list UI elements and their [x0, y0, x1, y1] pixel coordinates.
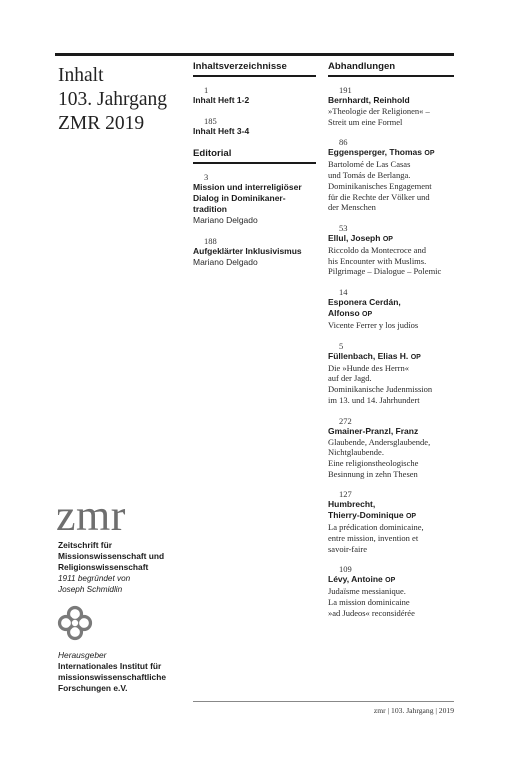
article-title-line: La mission dominicaine: [328, 597, 410, 608]
order-suffix: OP: [405, 513, 417, 521]
article-title-line: für die Rechte der Völker und: [328, 191, 430, 202]
order-suffix: OP: [385, 577, 396, 585]
journal-name-line: Religionswissenschaft: [58, 562, 149, 572]
publisher-name-line: Forschungen e.V.: [58, 683, 128, 693]
page-number: 1: [204, 85, 209, 95]
article-author: [328, 308, 454, 320]
page-number: 188: [204, 235, 217, 246]
institute-knot-icon: [56, 604, 94, 642]
founded-line: Joseph Schmidlin: [58, 584, 123, 594]
page-number: 3: [204, 172, 209, 182]
article-title-line: Streit um eine Formel: [328, 116, 403, 127]
article-title-line: Vicente Ferrer y los judíos: [328, 320, 419, 331]
page-footer: zmr | 103. Jahrgang | 2019: [373, 706, 454, 715]
zmr-logo: zmr: [56, 491, 126, 540]
article-title-line: Judaïsme messianique.: [328, 586, 406, 597]
article-entry[interactable]: [328, 137, 454, 213]
article-title-line: La prédication dominicaine,: [328, 522, 424, 533]
article-author: [328, 233, 454, 245]
article-author: Esponera Cerdán,: [328, 297, 401, 308]
toc-entry[interactable]: [193, 85, 316, 106]
toc-entry[interactable]: [193, 236, 316, 268]
page-number: 86: [339, 137, 348, 148]
author-name: Ellul, Joseph: [328, 232, 381, 243]
article-title-line: Glaubende, Andersglaubende,: [328, 436, 431, 447]
page-number: 109: [339, 564, 352, 575]
author-name: Lévy, Antoine: [328, 574, 383, 585]
article-title-line: im 13. und 14. Jahrhundert: [328, 394, 420, 405]
article-title-line: »ad Judeos« reconsidérée: [328, 607, 415, 618]
article-title-line: Bartolomé de Las Casas: [328, 159, 411, 170]
journal-name-line: Missionswissenschaft und: [58, 551, 165, 561]
article-author: [328, 510, 454, 522]
publisher-name-line: missionswissenschaftliche: [58, 672, 166, 682]
title-line-jahrgang: 103. Jahrgang: [58, 89, 168, 110]
article-title-line: entre mission, invention et: [328, 533, 419, 544]
entry-author: Mariano Delgado: [193, 256, 258, 267]
article-title-line: his Encounter with Muslims.: [328, 255, 427, 266]
article-author: Gmainer-Pranzl, Franz: [328, 425, 419, 436]
journal-name-line: Zeitschrift für: [58, 540, 112, 550]
article-title-line: und Tomás de Berlanga.: [328, 170, 411, 181]
entry-title: tradition: [193, 204, 227, 214]
article-title-line: Dominikanische Judenmission: [328, 384, 433, 395]
article-author: [328, 147, 454, 159]
page-number: 191: [339, 85, 352, 95]
entry-title: Inhalt Heft 1-2: [193, 95, 250, 105]
article-entry[interactable]: [328, 85, 454, 127]
article-title-line: auf der Jagd.: [328, 373, 372, 384]
article-entry[interactable]: [328, 416, 454, 480]
publisher-block: [58, 650, 166, 694]
title-line-zmr: ZMR 2019: [58, 113, 145, 134]
publisher-label: Herausgeber: [58, 650, 107, 660]
article-title-line: Besinnung in zehn Thesen: [328, 468, 418, 479]
article-entry[interactable]: [328, 489, 454, 554]
page-number: 53: [339, 222, 348, 233]
article-title-line: Riccoldo da Montecroce and: [328, 244, 426, 255]
top-rule: [55, 53, 454, 56]
footer-rule: [193, 701, 454, 702]
entry-title: Inhalt Heft 3-4: [193, 126, 250, 136]
author-name: Alfonso: [328, 308, 360, 319]
entry-title: Aufgeklärter Inklusivismus: [193, 245, 302, 256]
order-suffix: OP: [362, 311, 373, 319]
article-entry[interactable]: [328, 223, 454, 277]
author-name: Thierry-Dominique: [328, 510, 404, 521]
order-suffix: OP: [410, 353, 421, 361]
page-number: 5: [339, 340, 344, 351]
journal-founded: [58, 574, 130, 595]
page-number: 185: [204, 116, 217, 126]
article-title-line: »Theologie der Religionen« –: [328, 106, 430, 116]
page-number: 127: [339, 489, 352, 500]
article-title-line: Nichtglaubende.: [328, 447, 384, 458]
section-heading-editorial: Editorial: [193, 147, 316, 164]
entry-title: Mission und interreligiöser: [193, 182, 302, 192]
article-author: [328, 351, 454, 363]
article-author: [328, 574, 454, 586]
article-entry[interactable]: [328, 287, 454, 331]
title-line-inhalt: Inhalt: [58, 65, 104, 86]
article-title-line: Pilgrimage – Dialogue – Polemic: [328, 266, 442, 277]
page-number: 14: [339, 287, 348, 298]
article-entry[interactable]: [328, 341, 454, 406]
page-number: 272: [339, 415, 352, 426]
entry-title: Dialog in Dominikaner-: [193, 193, 286, 203]
middle-column: [193, 60, 316, 277]
article-author: Humbrecht,: [328, 499, 376, 510]
order-suffix: OP: [424, 150, 435, 158]
author-name: Füllenbach, Elias H.: [328, 350, 409, 361]
section-heading-abhandlungen: Abhandlungen: [328, 60, 454, 77]
toc-entry[interactable]: [193, 172, 316, 226]
toc-entry[interactable]: [193, 116, 316, 137]
page-title: [58, 64, 167, 136]
article-title-line: Dominikanisches Engagement: [328, 180, 432, 191]
publisher-name-line: Internationales Institut für: [58, 661, 162, 671]
article-title-line: Die »Hunde des Herrn«: [328, 362, 409, 373]
section-heading-inhaltsverzeichnisse: Inhaltsverzeichnisse: [193, 60, 316, 77]
entry-author: Mariano Delgado: [193, 215, 258, 225]
founded-line: 1911 begründet von: [58, 574, 131, 583]
journal-name: [58, 540, 164, 573]
article-title-line: Eine religionstheologische: [328, 457, 419, 468]
article-entry[interactable]: [328, 564, 454, 618]
article-author: Bernhardt, Reinhold: [328, 95, 410, 105]
article-title-line: der Menschen: [328, 202, 376, 213]
order-suffix: OP: [382, 235, 393, 243]
right-column: [328, 60, 454, 629]
author-name: Eggensperger, Thomas: [328, 147, 422, 158]
article-title-line: savoir-faire: [328, 543, 368, 554]
